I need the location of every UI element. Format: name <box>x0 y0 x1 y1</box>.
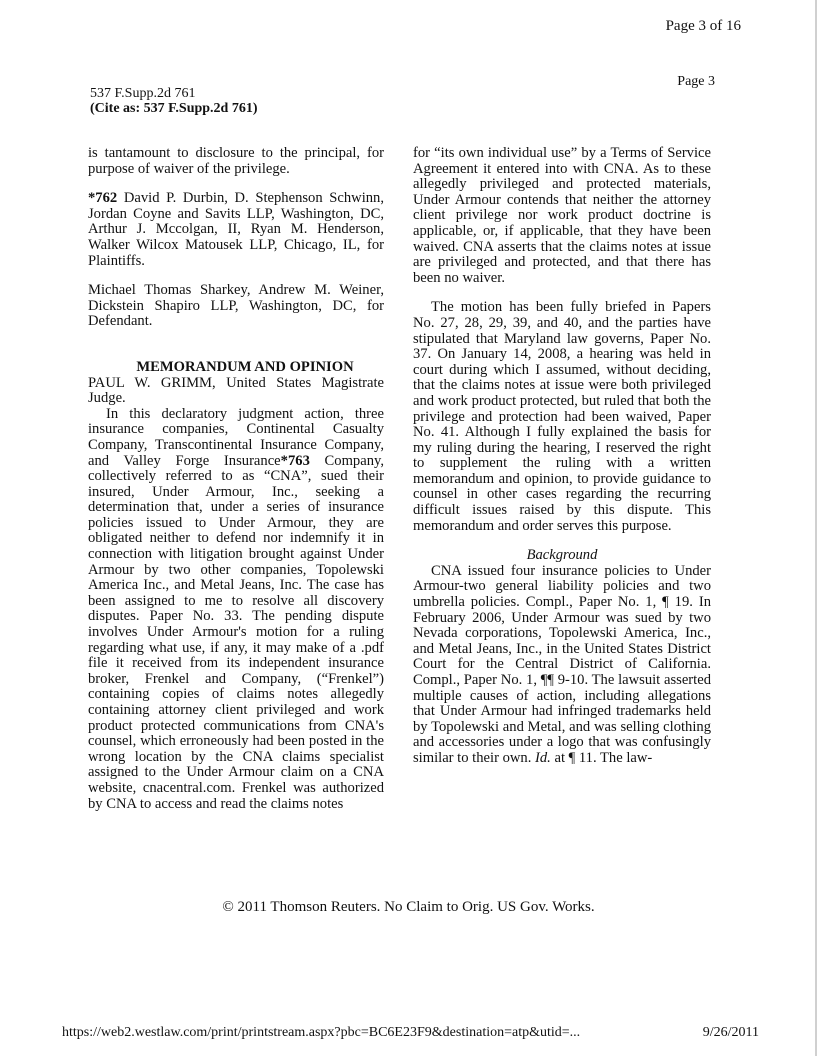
citation: 537 F.Supp.2d 761 <box>90 86 196 101</box>
paragraph-action-summary <box>88 407 384 812</box>
action-summary-part2: Company, collectively referred to as “CNA”, sued their insured, Under Armour, Inc., seeking a determination that, under a series of insurance policies issued to Under Armour, they are obligated neither to defend nor indemnify it in connection with litigation brought against Under Armour by two other companies, Topolewski America Inc., and Metal Jeans, Inc. The case has been assigned to me to resolve all discovery disputes. Paper No. 33. The pending dispute involves Under Armour's motion for a ruling regarding what use, if any, it may make of a .pdf file it received from its independent insurance broker, Frenkel and Company, (“Frenkel”) containing copies of claims notes allegedly containing attorney client privileged and work product protected communications from CNA's counsel, which erroneously had been posted in the wrong location by the CNA claims specialist assigned to the Under Armour claim on a CNA website, cnacentral.com. Frenkel was authorized by CNA to access and read the claims notes <box>88 452 384 812</box>
judge-line: PAUL W. GRIMM, United States Magistrate Judge. <box>88 374 384 407</box>
citation-block <box>90 86 258 116</box>
plaintiffs-counsel-text: David P. Durbin, D. Stephenson Schwinn, Jordan Coyne and Savits LLP, Washington, DC, Arthur J. Mccolgan, II, Ryan M. Henderson, Walker Wilcox Matousek LLP, Chicago, IL, for Plaintiffs. <box>88 190 384 269</box>
left-column <box>88 146 384 812</box>
background-text: CNA issued four insurance policies to Under Armour-two general liability policies and two umbrella policies. Compl., Paper No. 1, ¶ 19. In February 2006, Under Armour was sued by two Nevada corporations, Topolewski America, Inc., and Metal Jeans, Inc., in the United States District Court for the Central District of California. Compl., Paper No. 1, ¶¶ 9-10. The lawsuit asserted multiple causes of action, including allegations that Under Armour had infringed trademarks held by Topolewski and Metal, and was selling clothing and accessories under a logo that was confusingly similar to their own. <box>413 562 711 766</box>
paragraph-terms-of-service: for “its own individual use” by a Terms of Service Agreement it entered into with CNA. As to these allegedly privileged and protected materials, Under Armour contends that neither the attorney client privilege nor work product doctrine is applicable, or, if applicable, that they have been waived. CNA asserts that the claims notes at issue are privileged and protected, and that there has been no waiver. <box>413 145 711 286</box>
star-page-763: *763 <box>280 452 310 469</box>
right-column <box>413 146 711 767</box>
id-citation: Id. <box>535 749 551 766</box>
page-label: Page 3 <box>677 74 715 89</box>
paragraph-background <box>413 564 711 767</box>
action-summary-part1: In this declaratory judgment action, three insurance companies, Continental Casualty Company, Transcontinental Insurance Company, and Valley Forge Insurance <box>88 405 384 469</box>
page-counter: Page 3 of 16 <box>665 18 741 34</box>
cite-as: (Cite as: 537 F.Supp.2d 761) <box>90 101 258 116</box>
background-tail: at ¶ 11. The law- <box>550 749 653 766</box>
opinion-heading: MEMORANDUM AND OPINION <box>136 358 354 375</box>
paragraph-defendant-counsel: Michael Thomas Sharkey, Andrew M. Weiner, Dickstein Shapiro LLP, Washington, DC, for Defendant. <box>88 282 384 330</box>
print-date: 9/26/2011 <box>702 1025 759 1040</box>
paragraph-plaintiffs-counsel <box>88 191 384 269</box>
paragraph-motion-briefed: The motion has been fully briefed in Papers No. 27, 28, 29, 39, and 40, and the parties have stipulated that Maryland law governs, Paper No. 37. On January 14, 2008, a hearing was held in court during which I assumed, without deciding, that the claims notes at issue were both privileged and work product protected, but ruled that both the privilege and protection had been waived, Paper No. 41. Although I fully explained the basis for my ruling during the hearing, I reserved the right to supplement the ruling with a written memorandum and opinion, to provide guidance to counsel in other cases regarding the recurring difficult issues raised by this dispute. This memorandum and order serves this purpose. <box>413 299 711 534</box>
copyright-notice: © 2011 Thomson Reuters. No Claim to Orig. US Gov. Works. <box>222 899 595 915</box>
background-heading: Background <box>526 547 598 564</box>
print-url: https://web2.westlaw.com/print/printstream.aspx?pbc=BC6E23F9&destination=atp&utid=... <box>62 1025 581 1040</box>
star-page-762: *762 <box>88 190 118 207</box>
paragraph-privilege-waiver: is tantamount to disclosure to the principal, for purpose of waiver of the privilege. <box>88 145 384 177</box>
